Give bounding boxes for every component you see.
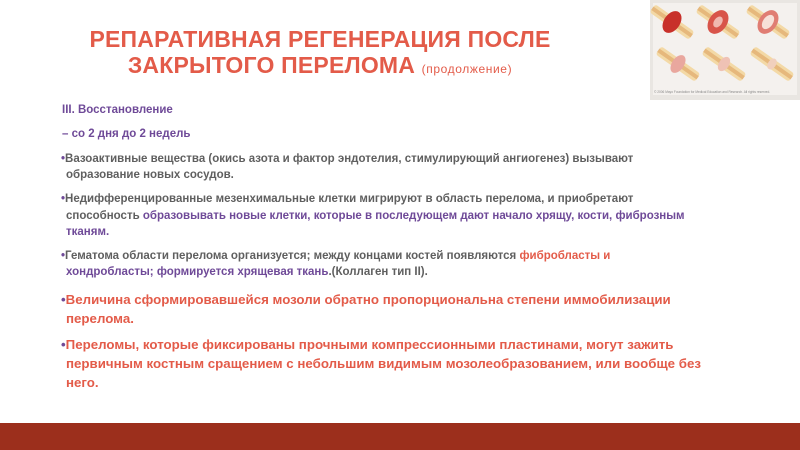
figure-caption: © 2006 Mayo Foundation for Medical Education and Research. All rights reserved. — [654, 90, 771, 94]
bullet-2-line-1: •Недифференцированные мезенхимальные клетки мигрируют в область перелома, и приобретают — [61, 193, 634, 205]
title-suffix: (продолжение) — [421, 62, 513, 76]
bullet-symbol: • — [61, 250, 66, 262]
bullet-3-line-1: •Гематома области перелома организуется; между концами костей появляются фибробласты и — [61, 250, 611, 262]
fracture-healing-illustration — [650, 0, 800, 100]
bullet-3-line-2: хондробласты; формируется хрящевая ткань.(Коллаген тип II). — [66, 266, 428, 278]
bullet-4-line-2: перелома. — [66, 311, 134, 326]
footer-bar — [0, 423, 800, 450]
bullet-symbol: • — [61, 292, 66, 307]
bullet-2-line-3: тканям. — [66, 226, 110, 238]
bullet-2-line-2: способность образовывать новые клетки, которые в последующем дают начало хрящу, кости, фиброзным — [66, 210, 685, 222]
bullet-1-line-2: образование новых сосудов. — [66, 169, 234, 181]
bullet-5-line-3: него. — [66, 375, 99, 390]
bullet-5-line-1: •Переломы, которые фиксированы прочными компрессионными пластинами, могут зажить — [61, 337, 674, 352]
bullet-symbol: • — [61, 193, 66, 205]
period-text: – со 2 дня до 2 недель — [62, 128, 191, 140]
bullet-1-line-1: •Вазоактивные вещества (окись азота и фактор эндотелия, стимулирующий ангиогенез) вызывают — [61, 153, 634, 165]
bullet-5-line-2: первичным костным сращением с небольшим видимым мозолеобразованием, или вообще без — [66, 356, 701, 371]
title-line-2 — [20, 52, 620, 82]
bullet-symbol: • — [61, 153, 66, 165]
title-line-1: РЕПАРАТИВНАЯ РЕГЕНЕРАЦИЯ ПОСЛЕ — [89, 26, 551, 52]
bullet-symbol: • — [61, 337, 66, 352]
bullet-4-line-1: •Величина сформировавшейся мозоли обратно пропорциональна степени иммобилизации — [61, 292, 671, 307]
section-heading: III. Восстановление — [62, 104, 173, 116]
title-main-2: ЗАКРЫТОГО ПЕРЕЛОМА — [127, 52, 416, 78]
slide-title — [20, 26, 620, 82]
